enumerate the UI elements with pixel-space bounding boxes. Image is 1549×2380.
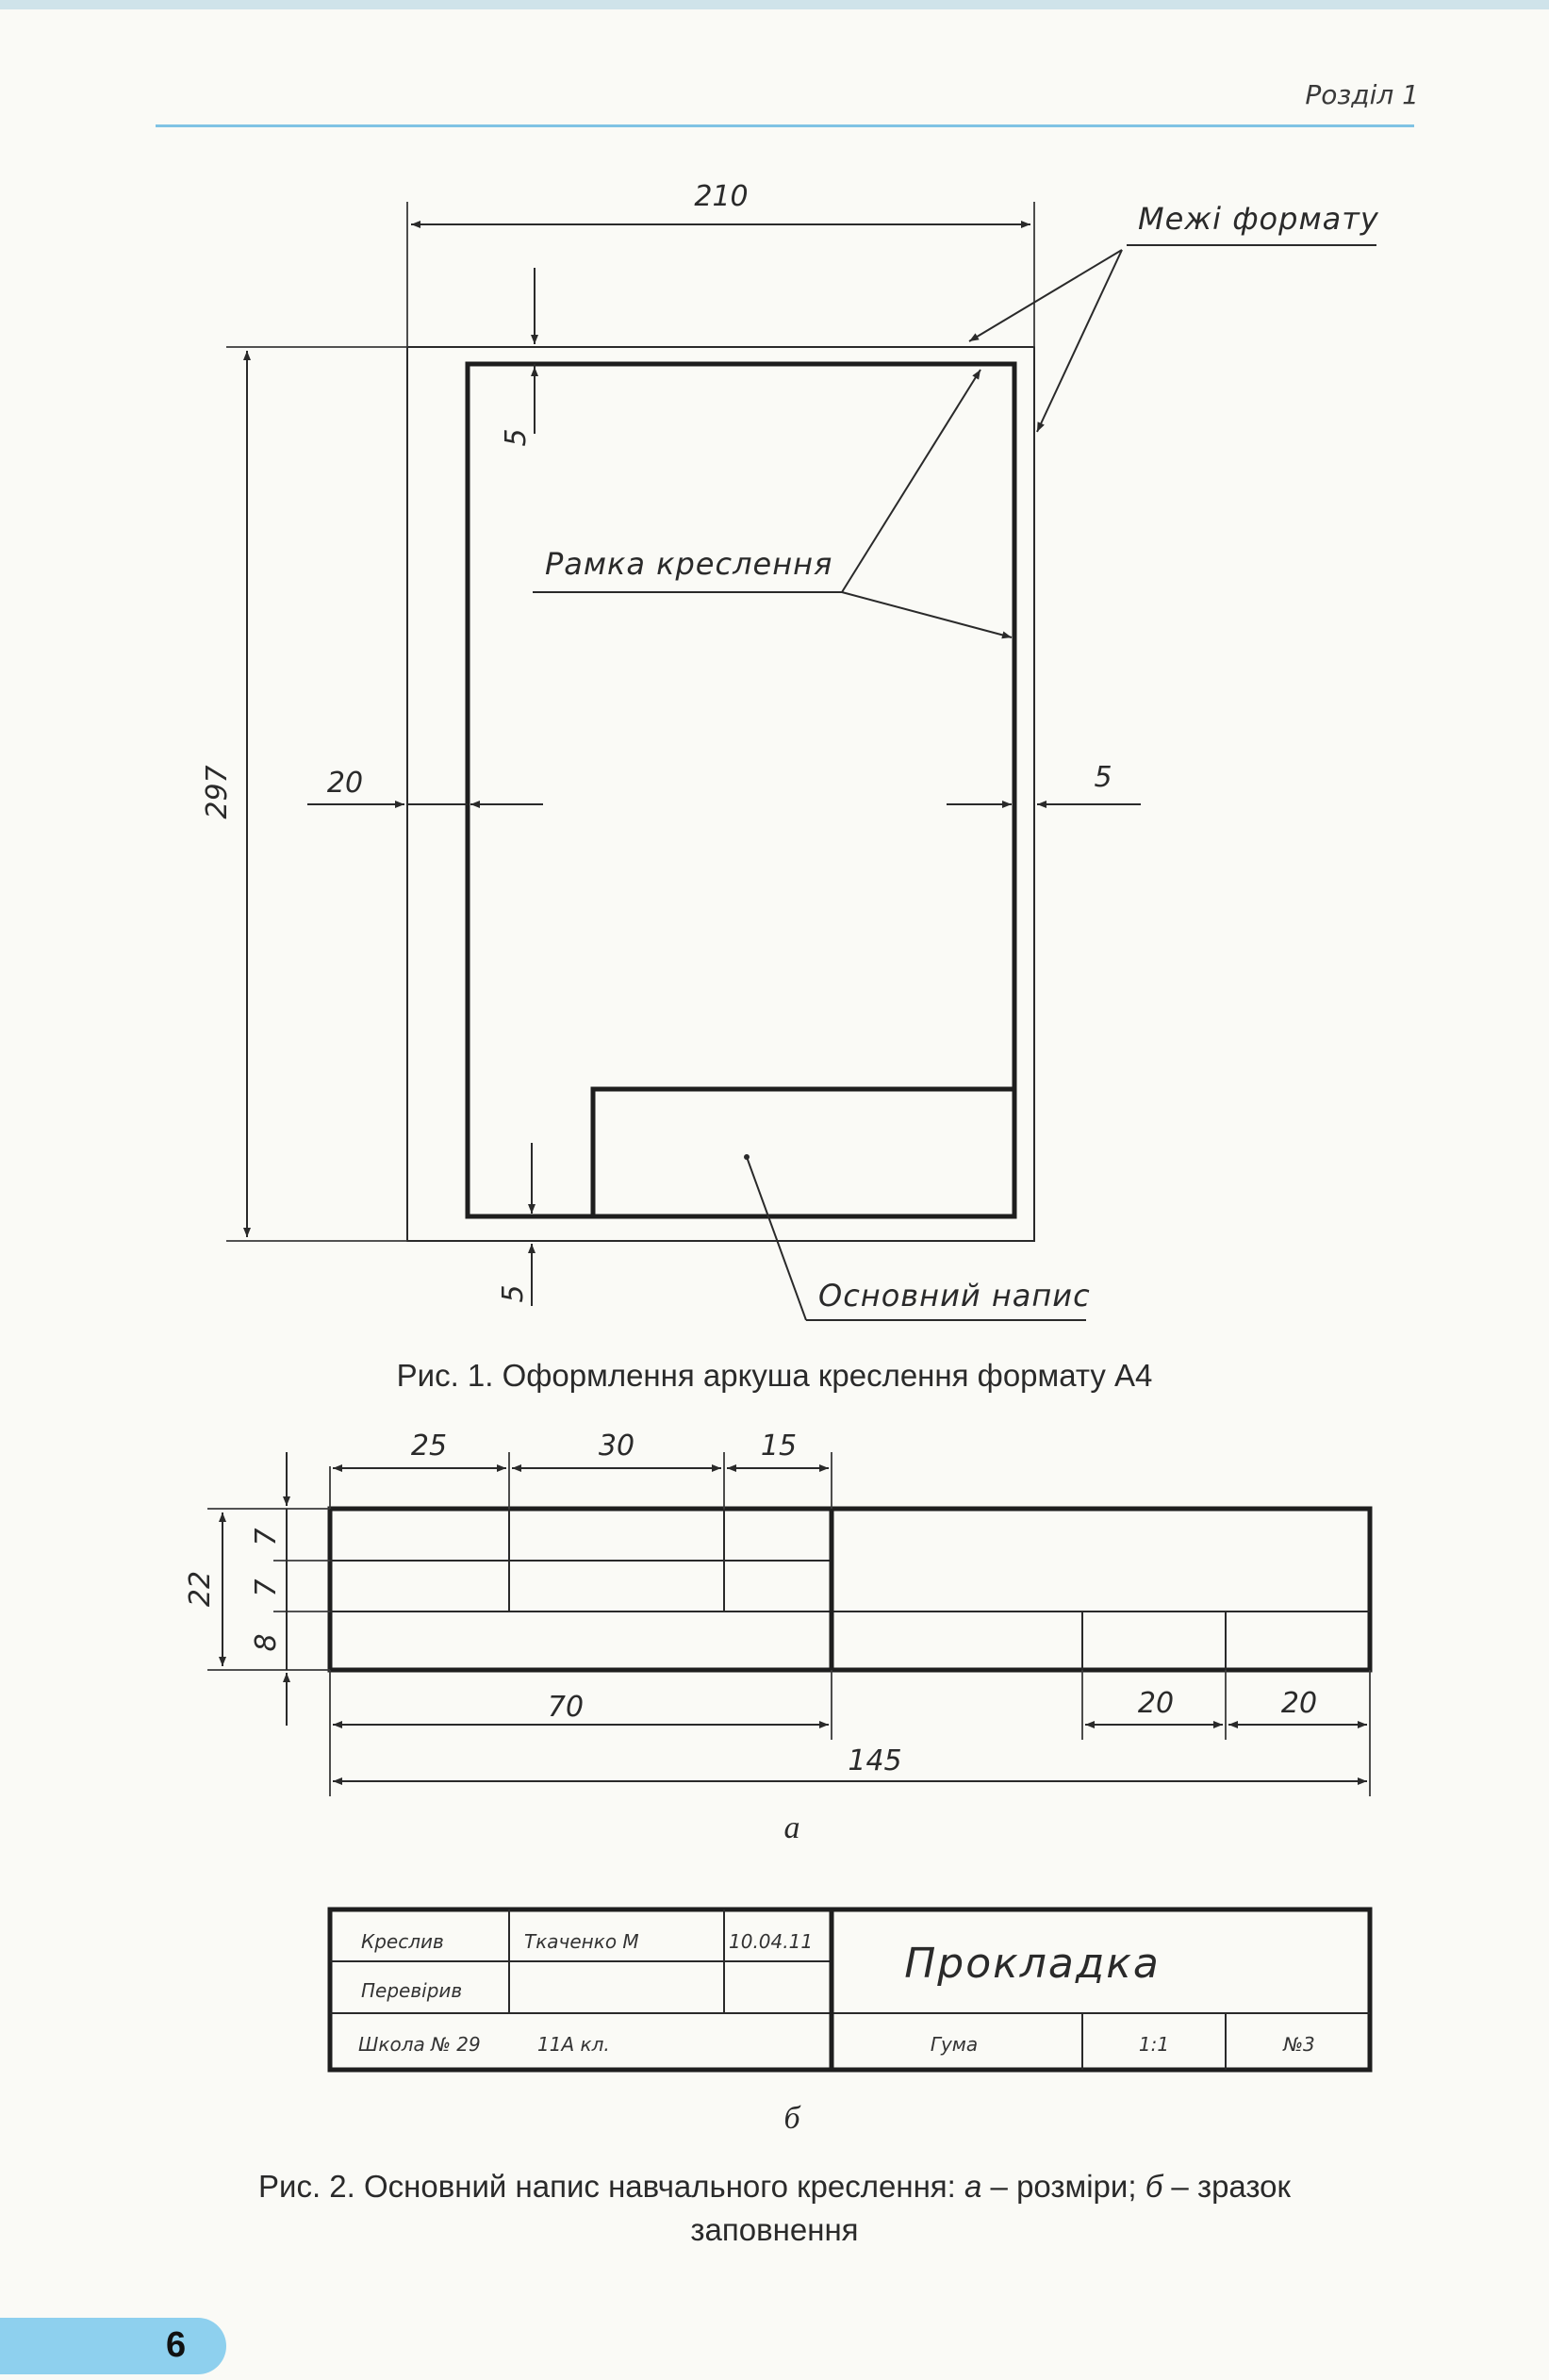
cell-school: Школа № 29 [358, 2033, 481, 2056]
figure-1-a4-sheet [201, 180, 1379, 1320]
label-format-limits: Межі формату [1138, 201, 1379, 237]
label-title-block: Основний напис [818, 1278, 1091, 1314]
cell-title: Прокладка [904, 1940, 1161, 1988]
title-block-2a [330, 1509, 1370, 1670]
title-block-outline [593, 1089, 1014, 1216]
label-drawing-frame: Рамка креслення [545, 546, 833, 582]
title-block-2b [330, 1909, 1370, 2070]
dim-2a-total: 145 [848, 1744, 902, 1777]
figure-2-caption-line2: заповнення [690, 2212, 859, 2247]
dim-2a-height: 22 [184, 1570, 217, 1608]
cell-drew-name: Ткаченко М [524, 1930, 639, 1953]
figure-2-caption [0, 2169, 1549, 2205]
dim-bottom-text: 5 [497, 1284, 530, 1303]
dim-2a-col1: 25 [410, 1430, 448, 1463]
cell-checked-label: Перевірив [361, 1979, 463, 2002]
cell-class: 11А кл. [537, 2033, 610, 2056]
cell-count: 1:1 [1138, 2033, 1170, 2056]
cell-drew-label: Креслив [361, 1930, 444, 1953]
cell-date: 10.04.11 [729, 1930, 814, 1953]
caption2-a-letter: а [964, 2169, 982, 2204]
caption2-prefix: Рис. 2. Основний напис навчального креслення: [258, 2169, 965, 2204]
figure-1-caption: Рис. 1. Оформлення аркуша креслення формату А4 [396, 1358, 1153, 1393]
page-number: 6 [166, 2325, 187, 2365]
figure-2a-letter: а [783, 1810, 800, 1845]
dim-height-text: 297 [201, 765, 234, 819]
cell-material: Гума [930, 2033, 979, 2056]
dim-2a-row1: 7 [250, 1528, 283, 1546]
dim-2a-col20b: 20 [1280, 1687, 1318, 1720]
figure-2b-letter: б [783, 2101, 800, 2136]
section-header: Розділ 1 [1305, 79, 1419, 110]
dim-2a-col20a: 20 [1137, 1687, 1175, 1720]
page-number-tab [0, 2318, 226, 2374]
dim-left-text: 20 [326, 767, 364, 800]
dim-right-text: 5 [1094, 761, 1112, 794]
caption2-b-letter: б [1145, 2169, 1163, 2204]
figure-2b-filled-sample [330, 1909, 1370, 2070]
dim-2a-row2: 7 [250, 1578, 283, 1597]
dim-width-text: 210 [694, 180, 749, 213]
dim-2a-width70: 70 [547, 1691, 585, 1724]
format-boundary [407, 347, 1034, 1241]
cell-number: №3 [1283, 2033, 1315, 2056]
dim-top-text: 5 [500, 428, 533, 447]
dim-2a-col2: 30 [598, 1430, 635, 1463]
caption2-a-text: – розміри; [981, 2169, 1145, 2204]
dim-2a-row3: 8 [250, 1633, 283, 1652]
caption2-b-text: – зразок [1162, 2169, 1291, 2204]
dim-2a-col3: 15 [760, 1430, 798, 1463]
figure-2a-dimensions [184, 1430, 1370, 1796]
